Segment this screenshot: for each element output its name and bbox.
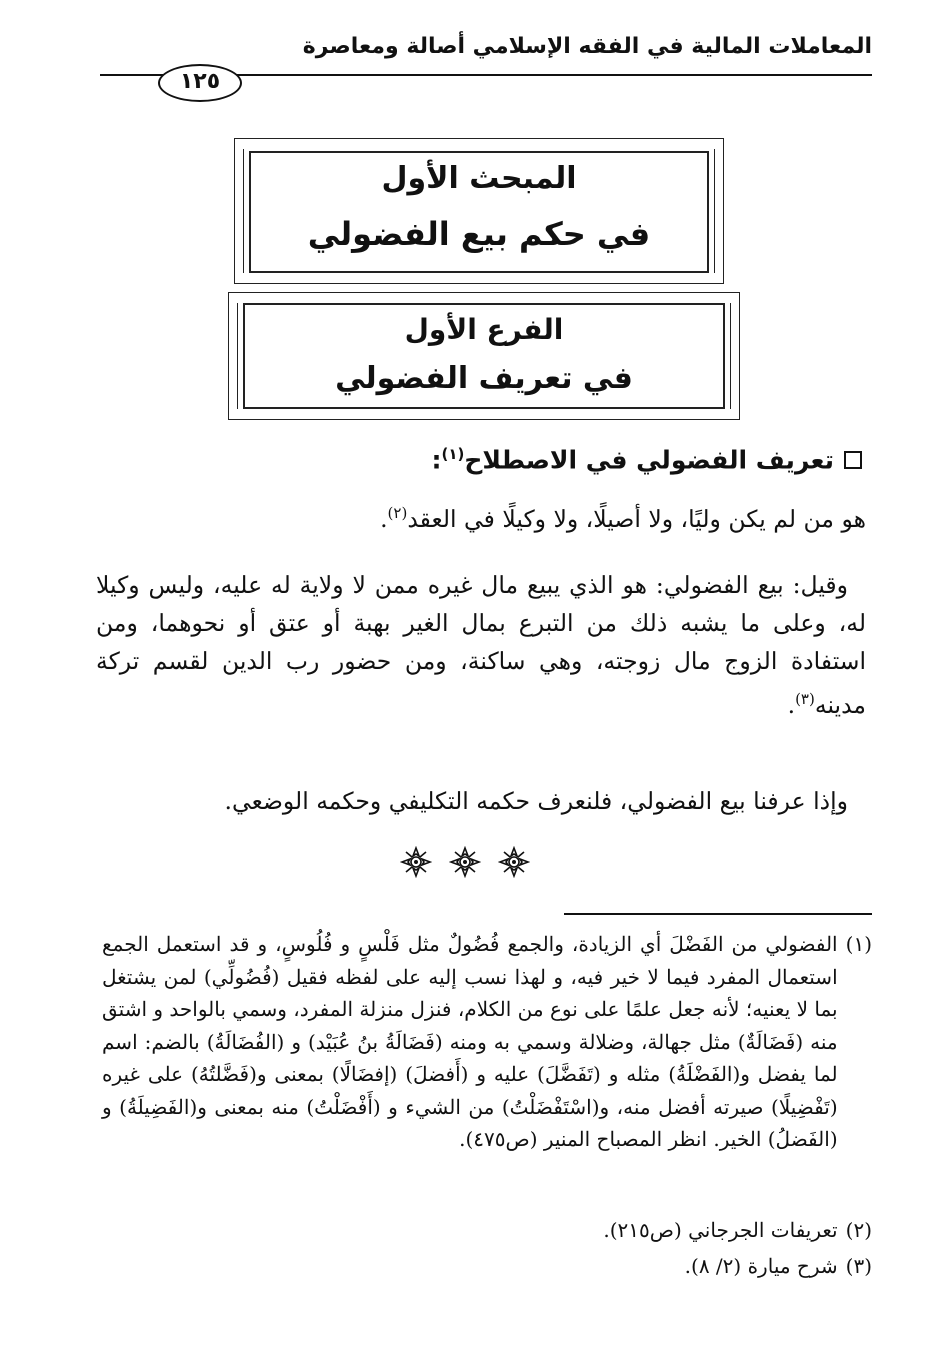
paragraph-text: وقيل: بيع الفضولي: هو الذي يبيع مال غيره ممن لا ولاية له عليه، وليس وكيلا له، وعلى ما يشبه ذلك من التبرع بمال الغير بهبة أو عتق أو نحوهما، ومن استفادة الزوج مال زوجته، وهي ساكنة، ومن حضور رب الدين لقسم تركة مدينه (96, 571, 866, 719)
paragraph-alt-definition (96, 566, 866, 724)
branch-title-box (228, 292, 740, 420)
branch-title-line1: الفرع الأول (404, 313, 564, 346)
footnote-ref-1: (١) (441, 445, 465, 463)
subheading-label: تعريف الفضولي في الاصطلاح (464, 445, 834, 475)
section-title-line2: في حكم بيع الفضولي (307, 215, 651, 253)
paragraph-end: . (787, 690, 796, 719)
footnote-text: تعريفات الجرجاني (ص٢١٥). (603, 1218, 838, 1242)
footnote-3 (102, 1250, 872, 1283)
footnote-ref-2: (٢) (387, 504, 408, 522)
checkbox-icon (844, 451, 862, 469)
page-number: ١٢٥ (158, 64, 242, 102)
footnote-number: (١) (845, 932, 872, 956)
footnote-number: (٢) (845, 1218, 872, 1242)
subheading-text (432, 445, 835, 474)
footnote-number: (٣) (845, 1254, 872, 1278)
paragraph-definition (96, 494, 866, 538)
footnote-separator (564, 913, 872, 915)
section-ornaments (400, 846, 530, 878)
running-title: المعاملات المالية في الفقه الإسلامي أصالة ومعاصرة (302, 34, 872, 59)
subheading (162, 445, 862, 474)
flower-ornament-icon (498, 846, 530, 878)
paragraph-text: هو من لم يكن وليًا، ولا أصيلًا، ولا وكيلًا في العقد (407, 504, 866, 533)
paragraph-end: . (380, 504, 388, 533)
footnote-1 (102, 928, 872, 1156)
footnote-ref-3: (٣) (795, 690, 815, 708)
branch-title-line2: في تعريف الفضولي (335, 361, 633, 396)
flower-ornament-icon (400, 846, 432, 878)
paragraph-text: وإذا عرفنا بيع الفضولي، فلنعرف حكمه التكليفي وحكمه الوضعي. (224, 787, 848, 815)
footnote-2 (102, 1214, 872, 1247)
subheading-colon: : (431, 445, 442, 475)
section-title-box (234, 138, 724, 284)
footnote-text: الفضولي من الفَضْلَ أي الزيادة، والجمع فُضُولٌ مثل فَلْسٍ و فُلُوسٍ، و قد استعمل الجمع استعمال المفرد فيما لا خير فيه، و لهذا نسب إليه على لفظه فقيل (فُضُولِّي) لمن يشتغل بما لا يعنيه؛ لأنه جعل علمًا على نوع من الكلام، فنزل منزلة المفرد، وسمي بالواحد و اشتق منه (فَضَالَةٌ) مثل جهالة، وضلالة وسمي به ومنه (فَضَالَةُ بنُ عُبَيْد) و (الفُضَالَةُ) بالضم: اسم لما يفضل و(الفَضْلَةُ) مثله و (تَفَضَّلَ) عليه و (أَفضلَ) (إفضَالًا) بمعنى و(فَضَّلتُهُ) على غيره (تَفْضِيلًا) صيرته أفضل منه، و(اسْتَفْضَلْتُ) من الشيء و (أَفْضَلْتُ) منه بمعنى و(الفَضِيلَةُ) و (الفَضلُ) الخير. انظر المصباح المنير (ص٤٧٥). (102, 932, 838, 1151)
footnote-text: شرح ميارة (٢/ ٨). (684, 1254, 838, 1278)
paragraph-transition (96, 782, 866, 820)
section-title-line1: المبحث الأول (381, 161, 577, 196)
flower-ornament-icon (449, 846, 481, 878)
